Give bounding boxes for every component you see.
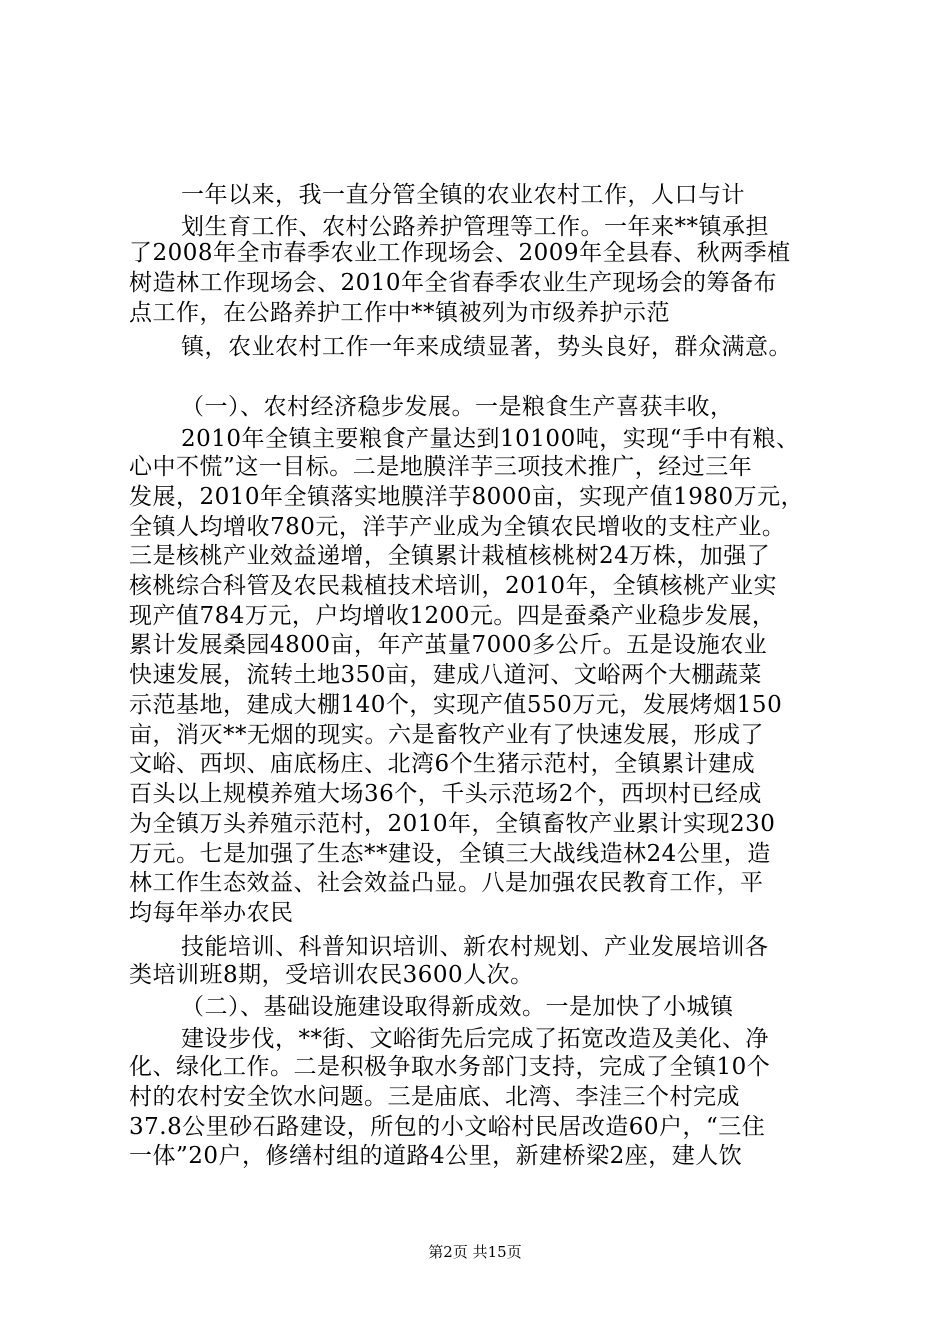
- text-line: 化、绿化工作。二是积极争取水务部门支持，完成了全镇10个: [129, 1054, 771, 1080]
- text-line: 文峪、西坝、庙底杨庄、北湾6个生猪示范村，全镇累计建成: [129, 751, 756, 777]
- text-line: 村的农村安全饮水问题。三是庙底、北湾、李洼三个村完成: [129, 1084, 740, 1110]
- text-line: 心中不慌”这一目标。二是地膜洋芋三项技术推广，经过三年: [129, 454, 753, 480]
- text-line: （二）、基础设施建设取得新成效。一是加快了小城镇: [181, 994, 734, 1020]
- text-line: 37.8公里砂石路建设，所包的小文峪村民居改造60户，“三住: [129, 1114, 766, 1140]
- text-line: 为全镇万头养殖示范村，2010年，全镇畜牧产业累计实现230: [129, 811, 776, 837]
- text-line: 快速发展，流转土地350亩，建成八道河、文峪两个大棚蔬菜: [129, 662, 762, 688]
- text-line: 全镇人均增收780元，洋芋产业成为全镇农民增收的支柱产业。: [129, 514, 786, 540]
- text-line: 核桃综合科管及农民栽植技术培训，2010年，全镇核桃产业实: [129, 573, 778, 599]
- text-line: 林工作生态效益、社会效益凸显。八是加强农民教育工作，平: [129, 870, 764, 896]
- text-line: 百头以上规模养殖大场36个，千头示范场2个，西坝村已经成: [129, 781, 762, 807]
- text-line: 点工作，在公路养护工作中**镇被列为市级养护示范: [129, 300, 670, 326]
- text-line: 亩，消灭**无烟的现实。六是畜牧产业有了快速发展，形成了: [129, 722, 764, 748]
- text-line: 累计发展桑园4800亩，年产茧量7000多公斤。五是设施农业: [129, 632, 768, 658]
- text-line: 现产值784万元，户均增收1200元。四是蚕桑产业稳步发展，: [129, 603, 776, 629]
- text-line: 树造林工作现场会、2010年全省春季农业生产现场会的筹备布: [129, 270, 778, 296]
- text-line: 划生育工作、农村公路养护管理等工作。一年来**镇承担: [181, 214, 769, 240]
- text-line: 示范基地，建成大棚140个，实现产值550万元，发展烤烟150: [129, 692, 783, 718]
- page-number: 第2页 共15页: [428, 1243, 522, 1261]
- text-line: 建设步伐，**街、文峪街先后完成了拓宽改造及美化、净: [181, 1026, 769, 1052]
- text-line: 镇，农业农村工作一年来成绩显著，势头良好，群众满意。: [181, 334, 792, 360]
- text-line: 三是核桃产业效益递增，全镇累计栽植核桃树24万株，加强了: [129, 543, 771, 569]
- text-line: 2010年全镇主要粮食产量达到10100吨，实现“手中有粮、: [181, 426, 800, 452]
- text-line: 万元。七是加强了生态**建设，全镇三大战线造林24公里，造: [129, 841, 771, 867]
- text-line: 类培训班8期，受培训农民3600人次。: [129, 962, 534, 988]
- text-line: 一年以来，我一直分管全镇的农业农村工作，人口与计: [181, 182, 745, 208]
- text-line: 发展，2010年全镇落实地膜洋芋8000亩，实现产值1980万元，: [129, 484, 805, 510]
- text-line: 技能培训、科普知识培训、新农村规划、产业发展培训各: [181, 934, 769, 960]
- text-line: 了2008年全市春季农业工作现场会、2009年全县春、秋两季植: [129, 240, 791, 266]
- text-line: （一）、农村经济稳步发展。一是粮食生产喜获丰收，: [181, 394, 734, 420]
- text-line: 一体”20户，修缮村组的道路4公里，新建桥梁2座，建人饮: [129, 1143, 743, 1169]
- text-line: 均每年举办农民: [129, 900, 294, 926]
